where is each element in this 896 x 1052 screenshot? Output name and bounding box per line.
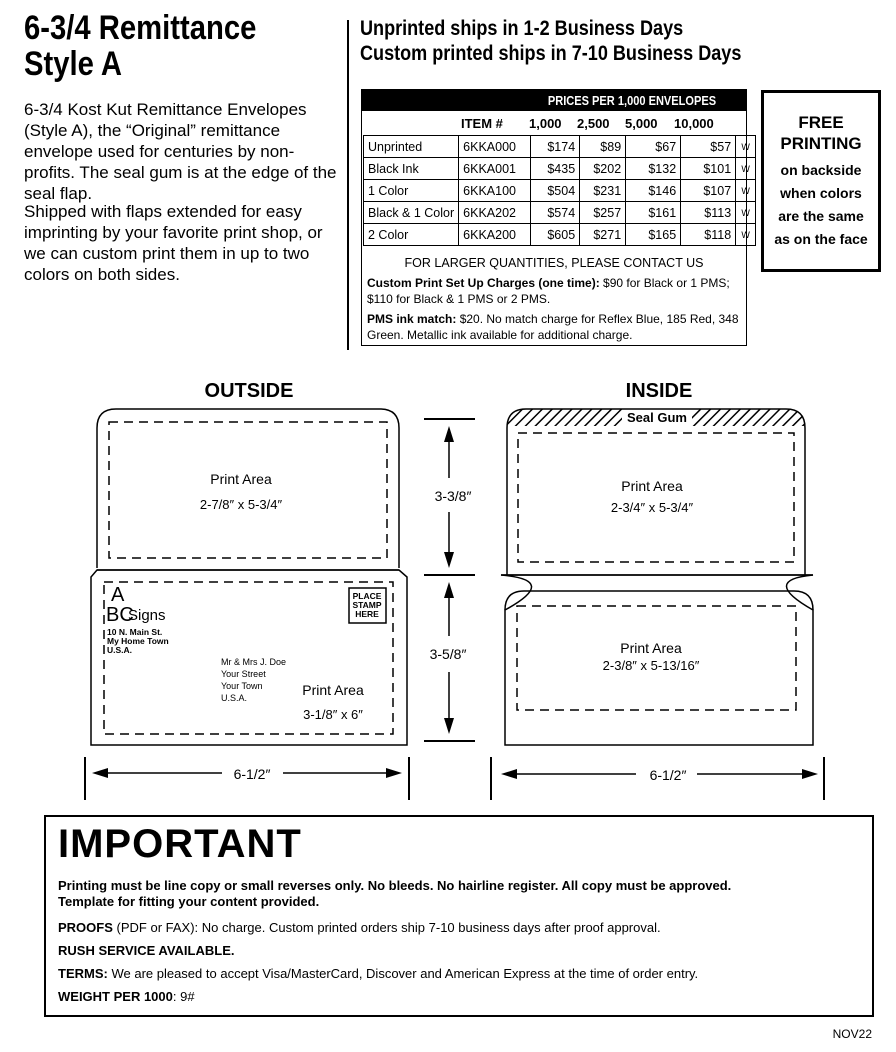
ship-custom: Custom printed ships in 7-10 Business Days: [360, 42, 742, 65]
price-cell-p3: $161: [626, 202, 681, 224]
proofs: PROOFS (PDF or FAX): No charge. Custom printed orders ship 7-10 business days after proof approval.: [58, 920, 661, 935]
shipping-description: Shipped with flaps extended for easy imprinting by your favorite print shop, or we can custom print them in up to two colors on both sides.: [24, 202, 323, 284]
envelope-diagram: [0, 395, 896, 810]
free-line3: on backside: [780, 162, 862, 178]
price-cell-p4: $113: [681, 202, 736, 224]
price-cell-p1: $605: [531, 224, 580, 246]
price-cell-p3: $165: [626, 224, 681, 246]
return-line3: U.S.A.: [107, 645, 133, 655]
address-line2: Your Street: [221, 669, 266, 679]
seal-gum-label: Seal Gum: [627, 410, 687, 425]
price-table: [363, 135, 756, 246]
rush-service: RUSH SERVICE AVAILABLE.: [58, 943, 235, 958]
price-cell-p2: $202: [580, 158, 626, 180]
price-cell-p1: $574: [531, 202, 580, 224]
price-cell-w: W: [736, 158, 756, 180]
price-cell-p4: $118: [681, 224, 736, 246]
divider: [347, 20, 349, 350]
stamp-line1: PLACE: [352, 591, 382, 601]
col-1000: 1,000: [529, 116, 562, 131]
price-cell-p4: $57: [681, 136, 736, 158]
price-cell-p1: $435: [531, 158, 580, 180]
price-row: [364, 202, 756, 224]
important-title: IMPORTANT: [58, 822, 302, 866]
price-header: PRICES PER 1,000 ENVELOPES: [361, 89, 747, 111]
outside-flap-size: 2-7/8″ x 5-3/4″: [199, 497, 283, 512]
logo-a: A: [111, 584, 125, 606]
col-5000: 5,000: [625, 116, 658, 131]
outside-front-print-area: Print Area: [302, 682, 364, 698]
larger-quantities: FOR LARGER QUANTITIES, PLEASE CONTACT US: [404, 256, 704, 270]
inside-upper-size: 2-3/4″ x 5-3/4″: [610, 500, 694, 515]
col-10000: 10,000: [674, 116, 714, 131]
stamp-line3: HERE: [355, 609, 379, 619]
free-line1: FREE: [798, 113, 844, 132]
height-dimensions: [424, 419, 475, 741]
logo-signs: Signs: [128, 607, 166, 624]
page-title: 6-3/4 Remittance Style A: [24, 9, 257, 83]
price-row: [364, 158, 756, 180]
outside-flap-print-area: Print Area: [210, 471, 272, 487]
free-line5: are the same: [778, 208, 864, 224]
price-row: [364, 224, 756, 246]
price-cell-item: 6KKA100: [459, 180, 531, 202]
free-printing-box: [761, 90, 881, 272]
price-cell-w: W: [736, 202, 756, 224]
price-cell-p2: $271: [580, 224, 626, 246]
important-line2: Template for fitting your content provided.: [58, 894, 320, 909]
price-cell-p1: $504: [531, 180, 580, 202]
lower-height-label: 3-5/8″: [429, 646, 467, 662]
free-line6: as on the face: [774, 231, 868, 247]
setup-charges: Custom Print Set Up Charges (one time): $90 for Black or 1 PMS; $110 for Black & 1 PMS or 2 PMS.: [367, 276, 730, 306]
price-cell-p3: $67: [626, 136, 681, 158]
price-cell-item: 6KKA202: [459, 202, 531, 224]
upper-height-label: 3-3/8″: [434, 488, 472, 504]
price-cell-name: 1 Color: [364, 180, 459, 202]
product-description: 6-3/4 Kost Kut Remittance Envelopes (Style A), the “Original” remittance envelope used for centuries by non-profits. The seal gum is at the edge of the seal flap.: [24, 100, 337, 203]
price-row: [364, 136, 756, 158]
price-cell-p2: $257: [580, 202, 626, 224]
weight: WEIGHT PER 1000: 9#: [58, 989, 195, 1004]
inside-width-label: 6-1/2″: [649, 767, 687, 783]
pms-match: PMS ink match: $20. No match charge for Reflex Blue, 185 Red, 348 Green. Metallic ink available for additional charge.: [367, 312, 739, 342]
ship-unprinted: Unprinted ships in 1-2 Business Days: [360, 17, 684, 40]
inside-upper-print-area: Print Area: [621, 478, 683, 494]
terms: TERMS: We are pleased to accept Visa/MasterCard, Discover and American Express at the time of order entry.: [58, 966, 699, 981]
outside-label: OUTSIDE: [204, 380, 294, 402]
price-cell-p1: $174: [531, 136, 580, 158]
important-line1: Printing must be line copy or small reverses only. No bleeds. No hairline register. All copy must be approved.: [58, 878, 732, 893]
price-cell-p4: $101: [681, 158, 736, 180]
col-item: ITEM #: [461, 116, 503, 131]
inside-envelope: [501, 409, 813, 745]
footer-code: NOV22: [832, 1027, 872, 1041]
price-cell-p4: $107: [681, 180, 736, 202]
price-cell-w: W: [736, 136, 756, 158]
return-line1: 10 N. Main St.: [107, 627, 163, 637]
price-cell-name: 2 Color: [364, 224, 459, 246]
outside-width-label: 6-1/2″: [233, 766, 271, 782]
price-cell-name: Black & 1 Color: [364, 202, 459, 224]
price-cell-p2: $89: [580, 136, 626, 158]
free-line4: when colors: [780, 185, 862, 201]
price-cell-p3: $146: [626, 180, 681, 202]
inside-label: INSIDE: [625, 380, 693, 402]
outside-front-size: 3-1/8″ x 6″: [303, 707, 363, 722]
price-cell-item: 6KKA000: [459, 136, 531, 158]
price-row: [364, 180, 756, 202]
price-cell-p3: $132: [626, 158, 681, 180]
price-cell-item: 6KKA001: [459, 158, 531, 180]
price-cell-name: Black Ink: [364, 158, 459, 180]
logo-bc: BC: [106, 604, 134, 626]
price-cell-w: W: [736, 224, 756, 246]
return-line2: My Home Town: [107, 636, 169, 646]
stamp-line2: STAMP: [352, 600, 382, 610]
address-line3: Your Town: [221, 681, 263, 691]
price-cell-p2: $231: [580, 180, 626, 202]
col-2500: 2,500: [577, 116, 610, 131]
inside-lower-size: 2-3/8″ x 5-13/16″: [602, 658, 700, 673]
price-cell-w: W: [736, 180, 756, 202]
free-line2: PRINTING: [780, 134, 862, 153]
price-cell-item: 6KKA200: [459, 224, 531, 246]
inside-lower-print-area: Print Area: [620, 640, 682, 656]
price-cell-name: Unprinted: [364, 136, 459, 158]
address-line1: Mr & Mrs J. Doe: [221, 657, 287, 667]
address-line4: U.S.A.: [221, 693, 248, 703]
